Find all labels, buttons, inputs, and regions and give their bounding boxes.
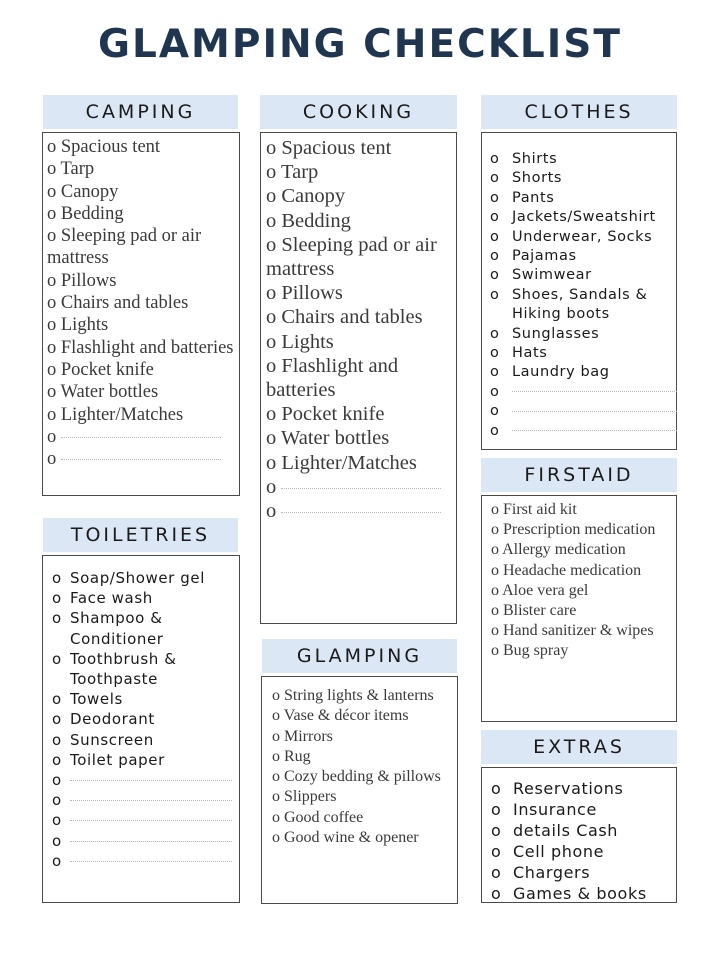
cooking-item bbox=[266, 402, 451, 426]
glamping-list bbox=[272, 686, 451, 848]
checkbox-bullet-icon[interactable]: o bbox=[47, 270, 57, 291]
firstaid-item-label: Blister care bbox=[503, 602, 577, 620]
firstaid-item-label: Bug spray bbox=[503, 642, 569, 660]
checkbox-bullet-icon[interactable]: o bbox=[490, 286, 500, 303]
glamping-item bbox=[272, 787, 451, 807]
camping-item bbox=[47, 181, 235, 203]
checkbox-bullet-icon[interactable]: o bbox=[52, 649, 62, 668]
clothes-heading: CLOTHES bbox=[481, 95, 677, 129]
checkbox-bullet-icon[interactable]: o bbox=[52, 690, 62, 709]
checkbox-bullet-icon[interactable]: o bbox=[47, 181, 57, 202]
glamping-item bbox=[272, 747, 451, 767]
checkbox-bullet-icon[interactable]: o bbox=[490, 151, 500, 167]
glamping-box bbox=[261, 676, 458, 904]
checkbox-bullet-icon[interactable]: o bbox=[52, 710, 62, 729]
glamping-item bbox=[272, 686, 451, 706]
clothes-item bbox=[490, 266, 670, 285]
camping-item-label: Lights bbox=[60, 315, 109, 336]
cooking-item bbox=[266, 499, 451, 523]
checkbox-bullet-icon[interactable]: o bbox=[266, 306, 277, 329]
clothes-item bbox=[490, 402, 670, 421]
checkbox-bullet-icon[interactable]: o bbox=[490, 228, 500, 245]
clothes-item bbox=[490, 344, 670, 363]
toiletries-item-label: Soap/Shower gel bbox=[70, 569, 206, 587]
checkbox-bullet-icon[interactable]: o bbox=[490, 364, 500, 381]
clothes-item-label: Shorts bbox=[512, 170, 563, 187]
checkbox-bullet-icon[interactable]: o bbox=[47, 382, 57, 403]
camping-item-label: Chairs and tables bbox=[60, 293, 189, 314]
checkbox-bullet-icon[interactable]: o bbox=[52, 831, 62, 850]
firstaid-item bbox=[491, 641, 668, 661]
checkbox-bullet-icon[interactable]: o bbox=[491, 602, 499, 620]
clothes-item bbox=[490, 169, 670, 188]
checkbox-bullet-icon[interactable]: o bbox=[491, 521, 499, 539]
firstaid-item bbox=[491, 621, 668, 641]
checkbox-bullet-icon[interactable]: o bbox=[52, 811, 62, 830]
camping-item bbox=[47, 404, 235, 426]
checkbox-bullet-icon[interactable]: o bbox=[52, 730, 62, 749]
toiletries-item bbox=[52, 649, 233, 689]
checkbox-bullet-icon[interactable]: o bbox=[52, 609, 62, 628]
clothes-item-label: Hats bbox=[512, 345, 548, 362]
camping-list bbox=[47, 136, 235, 470]
extras-item-label: Insurance bbox=[513, 800, 597, 819]
checkbox-bullet-icon[interactable]: o bbox=[52, 750, 62, 769]
checkbox-bullet-icon[interactable]: o bbox=[266, 233, 277, 256]
blank-write-in-line[interactable] bbox=[70, 800, 232, 801]
firstaid-item bbox=[491, 500, 668, 520]
cooking-item-label: Canopy bbox=[281, 185, 346, 208]
checkbox-bullet-icon[interactable]: o bbox=[47, 315, 57, 336]
glamping-item-label: Rug bbox=[284, 747, 311, 765]
checkbox-bullet-icon[interactable]: o bbox=[47, 159, 57, 180]
glamping-item-label: Good coffee bbox=[284, 808, 364, 826]
extras-list bbox=[491, 778, 670, 904]
camping-heading: CAMPING bbox=[43, 95, 238, 129]
blank-write-in-line[interactable] bbox=[70, 861, 232, 862]
checkbox-bullet-icon[interactable]: o bbox=[47, 203, 57, 224]
checkbox-bullet-icon[interactable]: o bbox=[491, 561, 499, 579]
toiletries-list bbox=[52, 568, 233, 871]
toiletries-item bbox=[52, 689, 233, 709]
blank-write-in-line[interactable] bbox=[512, 391, 677, 392]
checkbox-bullet-icon[interactable]: o bbox=[490, 170, 500, 187]
toiletries-item bbox=[52, 709, 233, 729]
firstaid-item bbox=[491, 561, 668, 581]
toiletries-item-label: Towels bbox=[70, 690, 123, 709]
clothes-item-label: Shirts bbox=[512, 151, 558, 167]
checkbox-bullet-icon[interactable]: o bbox=[266, 185, 277, 208]
checkbox-bullet-icon[interactable]: o bbox=[272, 687, 280, 704]
toiletries-item bbox=[52, 588, 233, 608]
camping-item-label: Canopy bbox=[60, 181, 119, 202]
cooking-item-label: Pocket knife bbox=[281, 403, 385, 426]
glamping-item bbox=[272, 706, 451, 726]
checkbox-bullet-icon[interactable]: o bbox=[490, 422, 500, 439]
toiletries-item-label: Sunscreen bbox=[70, 730, 154, 749]
cooking-item bbox=[266, 330, 451, 354]
blank-write-in-line[interactable] bbox=[70, 841, 232, 842]
clothes-item-label: Sunglasses bbox=[512, 325, 600, 342]
toiletries-item-label: Toilet paper bbox=[70, 750, 165, 769]
checkbox-bullet-icon[interactable]: o bbox=[47, 359, 57, 380]
glamping-item-label: Cozy bedding & pillows bbox=[284, 768, 441, 786]
checkbox-bullet-icon[interactable]: o bbox=[491, 863, 502, 882]
toiletries-box bbox=[42, 555, 240, 903]
cooking-item bbox=[266, 209, 451, 233]
camping-item bbox=[47, 225, 235, 270]
camping-item bbox=[47, 337, 235, 359]
clothes-item bbox=[490, 208, 670, 227]
blank-write-in-line[interactable] bbox=[61, 437, 221, 438]
extras-item-label: Cell phone bbox=[513, 842, 605, 861]
camping-item-label: Pillows bbox=[60, 270, 117, 291]
checkbox-bullet-icon[interactable]: o bbox=[272, 747, 280, 765]
checkbox-bullet-icon[interactable]: o bbox=[491, 800, 502, 819]
glamping-heading: GLAMPING bbox=[262, 639, 457, 673]
checkbox-bullet-icon[interactable]: o bbox=[490, 189, 500, 206]
clothes-item bbox=[490, 189, 670, 208]
checkbox-bullet-icon[interactable]: o bbox=[272, 727, 280, 745]
cooking-item bbox=[266, 354, 451, 402]
camping-item-label: Tarp bbox=[60, 159, 95, 180]
extras-item bbox=[491, 778, 670, 799]
firstaid-item-label: Allergy medication bbox=[502, 541, 626, 559]
checkbox-bullet-icon[interactable]: o bbox=[272, 788, 280, 806]
toiletries-item bbox=[52, 790, 233, 810]
camping-item-label: Water bottles bbox=[60, 382, 159, 403]
extras-item-label: details Cash bbox=[513, 821, 619, 840]
camping-item bbox=[47, 270, 235, 292]
checkbox-bullet-icon[interactable]: o bbox=[491, 779, 502, 798]
clothes-item bbox=[490, 422, 670, 441]
blank-write-in-line[interactable] bbox=[70, 780, 232, 781]
camping-item bbox=[47, 314, 235, 336]
glamping-item-label: Mirrors bbox=[284, 727, 333, 745]
checkbox-bullet-icon[interactable]: o bbox=[47, 293, 57, 314]
clothes-item-label: Pajamas bbox=[512, 248, 577, 265]
toiletries-item bbox=[52, 831, 233, 851]
toiletries-item bbox=[52, 851, 233, 871]
checkbox-bullet-icon[interactable]: o bbox=[490, 248, 500, 265]
clothes-box bbox=[481, 132, 677, 450]
cooking-item bbox=[266, 475, 451, 499]
firstaid-item-label: Hand sanitizer & wipes bbox=[503, 622, 654, 640]
clothes-item bbox=[490, 286, 670, 325]
cooking-item bbox=[266, 184, 451, 208]
firstaid-heading: FIRSTAID bbox=[481, 458, 677, 492]
camping-item-label: Spacious tent bbox=[60, 137, 161, 157]
checkbox-bullet-icon[interactable]: o bbox=[490, 267, 500, 284]
toiletries-item bbox=[52, 810, 233, 830]
checkbox-bullet-icon[interactable]: o bbox=[491, 884, 502, 903]
checkbox-bullet-icon[interactable]: o bbox=[491, 622, 499, 640]
checkbox-bullet-icon[interactable]: o bbox=[490, 383, 500, 400]
clothes-item bbox=[490, 383, 670, 402]
toiletries-item bbox=[52, 568, 233, 588]
checkbox-bullet-icon[interactable]: o bbox=[47, 404, 57, 425]
clothes-item-label: Pants bbox=[512, 189, 555, 206]
clothes-list bbox=[490, 150, 670, 441]
checkbox-bullet-icon[interactable]: o bbox=[266, 330, 277, 353]
extras-item bbox=[491, 799, 670, 820]
checkbox-bullet-icon[interactable]: o bbox=[491, 842, 502, 861]
checkbox-bullet-icon[interactable]: o bbox=[490, 209, 500, 226]
clothes-item-label: Laundry bag bbox=[512, 364, 610, 381]
glamping-item bbox=[272, 767, 451, 787]
checkbox-bullet-icon[interactable]: o bbox=[491, 581, 499, 599]
checkbox-bullet-icon[interactable]: o bbox=[52, 851, 62, 870]
checkbox-bullet-icon[interactable]: o bbox=[266, 451, 277, 474]
checkbox-bullet-icon[interactable]: o bbox=[490, 345, 500, 362]
checkbox-bullet-icon[interactable]: o bbox=[491, 541, 499, 559]
cooking-item-label: Lights bbox=[281, 330, 334, 353]
blank-write-in-line[interactable] bbox=[281, 512, 441, 513]
cooking-item-label: Bedding bbox=[281, 209, 351, 232]
cooking-item-label: Tarp bbox=[281, 161, 319, 184]
toiletries-item bbox=[52, 608, 233, 648]
checkbox-bullet-icon[interactable]: o bbox=[266, 354, 277, 377]
checkbox-bullet-icon[interactable]: o bbox=[491, 501, 499, 518]
clothes-item-label: Swimwear bbox=[512, 267, 592, 284]
blank-write-in-line[interactable] bbox=[281, 488, 441, 489]
firstaid-item-label: Headache medication bbox=[503, 561, 642, 579]
page-title: GLAMPING CHECKLIST bbox=[98, 22, 622, 67]
firstaid-item-label: Aloe vera gel bbox=[502, 581, 589, 599]
camping-box bbox=[42, 132, 240, 496]
camping-item bbox=[47, 136, 235, 158]
camping-item bbox=[47, 448, 235, 470]
checkbox-bullet-icon[interactable]: o bbox=[266, 403, 277, 426]
clothes-item bbox=[490, 325, 670, 344]
extras-box bbox=[481, 767, 677, 903]
cooking-item bbox=[266, 451, 451, 475]
checkbox-bullet-icon[interactable]: o bbox=[47, 337, 57, 358]
blank-write-in-line[interactable] bbox=[70, 820, 232, 821]
checkbox-bullet-icon[interactable]: o bbox=[47, 226, 57, 247]
toiletries-item-label: Toothbrush & Toothpaste bbox=[70, 649, 177, 689]
cooking-item-label: Spacious tent bbox=[281, 137, 392, 159]
glamping-item-label: Good wine & opener bbox=[284, 829, 419, 847]
clothes-item bbox=[490, 150, 670, 169]
clothes-item-label: Shoes, Sandals & Hiking boots bbox=[512, 286, 648, 323]
toiletries-item bbox=[52, 730, 233, 750]
cooking-list bbox=[266, 136, 451, 523]
checkbox-bullet-icon[interactable]: o bbox=[47, 137, 57, 157]
cooking-item bbox=[266, 160, 451, 184]
cooking-item-label: Chairs and tables bbox=[281, 306, 423, 329]
checkbox-bullet-icon[interactable]: o bbox=[266, 161, 277, 184]
cooking-item-label: Sleeping pad or air mattress bbox=[266, 233, 437, 281]
cooking-heading: COOKING bbox=[260, 95, 457, 129]
clothes-item bbox=[490, 228, 670, 247]
camping-item bbox=[47, 292, 235, 314]
checkbox-bullet-icon[interactable]: o bbox=[266, 209, 277, 232]
checkbox-bullet-icon[interactable]: o bbox=[491, 821, 502, 840]
blank-write-in-line[interactable] bbox=[61, 459, 221, 460]
camping-item-label: Bedding bbox=[60, 203, 124, 224]
camping-item bbox=[47, 426, 235, 448]
checkbox-bullet-icon[interactable]: o bbox=[52, 569, 62, 587]
camping-item bbox=[47, 158, 235, 180]
firstaid-item-label: First aid kit bbox=[503, 501, 577, 518]
extras-heading: EXTRAS bbox=[481, 730, 677, 764]
toiletries-heading: TOILETRIES bbox=[43, 518, 238, 552]
checkbox-bullet-icon[interactable]: o bbox=[490, 325, 500, 342]
blank-write-in-line[interactable] bbox=[512, 411, 677, 412]
clothes-item bbox=[490, 363, 670, 382]
glamping-item-label: String lights & lanterns bbox=[284, 687, 434, 704]
checkbox-bullet-icon[interactable]: o bbox=[490, 403, 500, 420]
extras-item bbox=[491, 841, 670, 862]
camping-item bbox=[47, 381, 235, 403]
firstaid-item bbox=[491, 540, 668, 560]
clothes-item bbox=[490, 247, 670, 266]
cooking-item-label: Lighter/Matches bbox=[281, 451, 417, 474]
clothes-item-label: Underwear, Socks bbox=[512, 228, 653, 245]
glamping-item bbox=[272, 727, 451, 747]
checkbox-bullet-icon[interactable]: o bbox=[266, 137, 277, 159]
extras-item bbox=[491, 883, 670, 904]
checkbox-bullet-icon[interactable]: o bbox=[52, 791, 62, 810]
firstaid-box bbox=[481, 495, 677, 722]
checkbox-bullet-icon[interactable]: o bbox=[266, 500, 277, 523]
cooking-box bbox=[260, 132, 457, 624]
cooking-item-label: Pillows bbox=[281, 282, 343, 305]
extras-item bbox=[491, 820, 670, 841]
camping-item bbox=[47, 203, 235, 225]
glamping-item bbox=[272, 828, 451, 848]
checkbox-bullet-icon[interactable]: o bbox=[266, 427, 277, 450]
toiletries-item-label: Face wash bbox=[70, 589, 153, 608]
toiletries-item-label: Deodorant bbox=[70, 710, 155, 729]
clothes-item-label: Jackets/Sweatshirt bbox=[512, 209, 656, 226]
cooking-item bbox=[266, 305, 451, 329]
firstaid-item bbox=[491, 601, 668, 621]
extras-item-label: Chargers bbox=[513, 863, 591, 882]
checkbox-bullet-icon[interactable]: o bbox=[272, 808, 280, 826]
camping-item-label: Lighter/Matches bbox=[60, 404, 184, 425]
camping-item-label: Sleeping pad or air mattress bbox=[47, 226, 202, 269]
cooking-item-label: Flashlight and batteries bbox=[266, 354, 399, 402]
toiletries-item-label: Shampoo & Conditioner bbox=[70, 609, 164, 648]
checkbox-bullet-icon[interactable]: o bbox=[266, 282, 277, 305]
camping-item-label: Flashlight and batteries bbox=[60, 337, 234, 358]
checkbox-bullet-icon[interactable]: o bbox=[266, 475, 277, 498]
cooking-item bbox=[266, 281, 451, 305]
toiletries-item bbox=[52, 770, 233, 790]
camping-item-label: Pocket knife bbox=[60, 359, 154, 380]
checkbox-bullet-icon[interactable]: o bbox=[272, 707, 280, 725]
checkbox-bullet-icon[interactable]: o bbox=[47, 426, 57, 447]
cooking-item bbox=[266, 426, 451, 450]
checkbox-bullet-icon[interactable]: o bbox=[52, 771, 62, 790]
firstaid-list bbox=[491, 500, 668, 662]
checkbox-bullet-icon[interactable]: o bbox=[47, 449, 57, 470]
extras-item-label: Games & books bbox=[513, 884, 647, 903]
checkbox-bullet-icon[interactable]: o bbox=[272, 768, 280, 786]
cooking-item bbox=[266, 233, 451, 281]
extras-item-label: Reservations bbox=[513, 779, 624, 798]
checkbox-bullet-icon[interactable]: o bbox=[52, 589, 62, 608]
cooking-item-label: Water bottles bbox=[281, 427, 390, 450]
extras-item bbox=[491, 862, 670, 883]
cooking-item bbox=[266, 136, 451, 160]
blank-write-in-line[interactable] bbox=[512, 430, 677, 431]
firstaid-item bbox=[491, 581, 668, 601]
glamping-item-label: Vase & décor items bbox=[283, 707, 409, 725]
glamping-item-label: Slippers bbox=[284, 788, 337, 806]
checkbox-bullet-icon[interactable]: o bbox=[491, 642, 499, 660]
firstaid-item-label: Prescription medication bbox=[503, 521, 656, 539]
glamping-item bbox=[272, 808, 451, 828]
toiletries-item bbox=[52, 750, 233, 770]
checkbox-bullet-icon[interactable]: o bbox=[272, 829, 280, 847]
camping-item bbox=[47, 359, 235, 381]
firstaid-item bbox=[491, 520, 668, 540]
